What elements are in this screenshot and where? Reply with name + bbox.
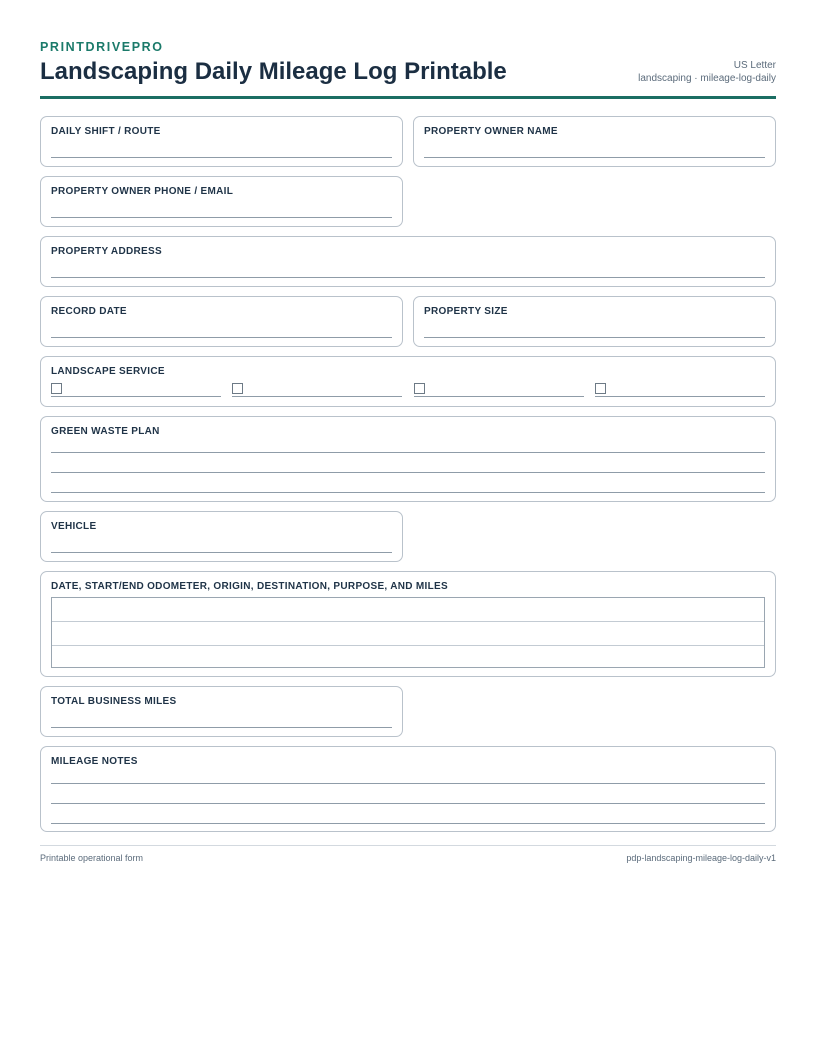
property-owner-contact-field[interactable] bbox=[40, 176, 403, 227]
property-address-field[interactable] bbox=[40, 236, 776, 287]
write-line bbox=[51, 337, 392, 338]
write-line bbox=[51, 472, 765, 473]
write-line bbox=[51, 157, 392, 158]
footer-note: Printable operational form bbox=[40, 853, 144, 863]
field-label: MILEAGE NOTES bbox=[51, 756, 138, 767]
table-row-divider bbox=[52, 621, 764, 622]
footer-rule bbox=[40, 845, 776, 846]
record-date-field[interactable] bbox=[40, 296, 403, 347]
field-label: VEHICLE bbox=[51, 521, 97, 532]
landscape-service-field bbox=[40, 356, 776, 407]
header-rule bbox=[40, 96, 776, 99]
option-line bbox=[51, 396, 221, 397]
write-line bbox=[424, 337, 765, 338]
trip-log-field bbox=[40, 571, 776, 677]
checkbox[interactable] bbox=[595, 383, 606, 394]
write-line bbox=[51, 727, 392, 728]
option-line bbox=[414, 396, 584, 397]
field-label: PROPERTY ADDRESS bbox=[51, 246, 162, 257]
field-label: PROPERTY OWNER PHONE / EMAIL bbox=[51, 186, 234, 197]
field-label: PROPERTY OWNER NAME bbox=[424, 126, 558, 137]
field-label: PROPERTY SIZE bbox=[424, 306, 508, 317]
service-option[interactable] bbox=[414, 382, 584, 397]
form-id: pdp-landscaping-mileage-log-daily-v1 bbox=[626, 853, 776, 863]
field-label: TOTAL BUSINESS MILES bbox=[51, 696, 177, 707]
field-label: DAILY SHIFT / ROUTE bbox=[51, 126, 161, 137]
write-line bbox=[424, 157, 765, 158]
write-line bbox=[51, 492, 765, 493]
write-line bbox=[51, 803, 765, 804]
checkbox[interactable] bbox=[232, 383, 243, 394]
form-page bbox=[40, 0, 776, 863]
field-label: DATE, START/END ODOMETER, ORIGIN, DESTINATION, PURPOSE, AND MILES bbox=[51, 581, 448, 592]
table-row-divider bbox=[52, 645, 764, 646]
form-meta bbox=[638, 59, 776, 85]
trip-log-table[interactable] bbox=[51, 597, 765, 668]
brand-name: PRINTDRIVEPRO bbox=[40, 40, 164, 54]
daily-shift-route-field[interactable] bbox=[40, 116, 403, 167]
form-title: Landscaping Daily Mileage Log Printable bbox=[40, 58, 507, 85]
write-line bbox=[51, 452, 765, 453]
service-option[interactable] bbox=[232, 382, 402, 397]
field-label: RECORD DATE bbox=[51, 306, 127, 317]
write-line bbox=[51, 783, 765, 784]
write-line bbox=[51, 552, 392, 553]
paper-size: US Letter bbox=[733, 60, 776, 71]
write-line bbox=[51, 217, 392, 218]
category-path: landscaping · mileage-log-daily bbox=[638, 73, 776, 84]
field-label: LANDSCAPE SERVICE bbox=[51, 366, 165, 377]
service-option[interactable] bbox=[595, 382, 765, 397]
vehicle-field[interactable] bbox=[40, 511, 403, 562]
form-header bbox=[40, 0, 776, 100]
service-option[interactable] bbox=[51, 382, 221, 397]
property-size-field[interactable] bbox=[413, 296, 776, 347]
total-business-miles-field[interactable] bbox=[40, 686, 403, 737]
field-label: GREEN WASTE PLAN bbox=[51, 426, 160, 437]
checkbox[interactable] bbox=[51, 383, 62, 394]
checkbox[interactable] bbox=[414, 383, 425, 394]
green-waste-plan-field[interactable] bbox=[40, 416, 776, 502]
property-owner-name-field[interactable] bbox=[413, 116, 776, 167]
write-line bbox=[51, 823, 765, 824]
mileage-notes-field[interactable] bbox=[40, 746, 776, 832]
option-line bbox=[232, 396, 402, 397]
write-line bbox=[51, 277, 765, 278]
option-line bbox=[595, 396, 765, 397]
